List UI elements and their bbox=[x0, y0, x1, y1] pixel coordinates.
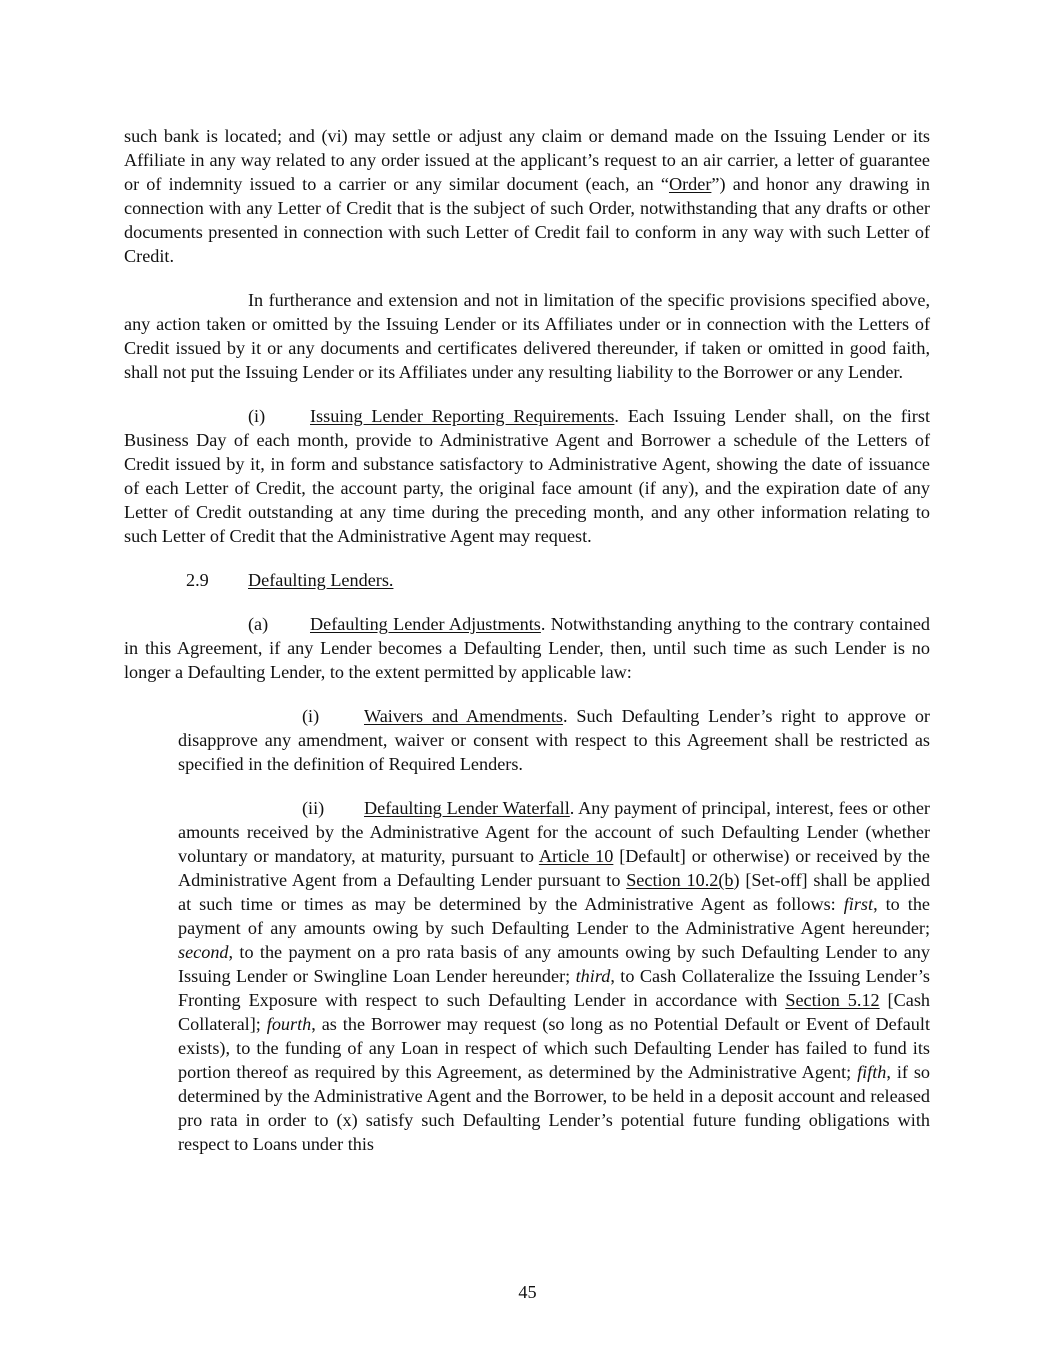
paragraph-furtherance: In furtherance and extension and not in limitation of the specific provisions specified above, any action taken or omitted by the Issuing Lender or its Affiliates under or in connection with the Letters of Credit issued by it or any documents and certificates delivered thereunder, if taken or omitted in good faith, shall not put the Issuing Lender or its Affiliates under any resulting liability to the Borrower or any Lender. bbox=[124, 290, 930, 382]
document-body bbox=[124, 124, 930, 1156]
clause-number: (i) bbox=[248, 406, 266, 426]
ordinal-second: second bbox=[178, 942, 229, 962]
paragraph-defaulting-adjustments: (a) Defaulting Lender Adjustments. Notwithstanding anything to the contrary contained in this Agreement, if any Lender becomes a Defaulting Lender, then, until such time as such Lender is no longer a Defaulting Lender, to the extent permitted by applicable law: bbox=[124, 614, 930, 682]
paragraph-order-continuation: such bank is located; and (vi) may settle or adjust any claim or demand made on the Issuing Lender or its Affiliate in any way related to any order issued at the applicant’s request to an air carrier, a letter of guarantee or of indemnity issued to a carrier or any similar document (each, an “Order”) and honor any drawing in connection with any Letter of Credit that is the subject of such Order, notwithstanding that any drafts or other documents presented in connection with such Letter of Credit fail to conform in any way with such Letter of Credit. bbox=[124, 126, 930, 266]
section-heading bbox=[124, 568, 930, 592]
clause-title: Defaulting Lender Adjustments bbox=[310, 614, 541, 634]
paragraph-reporting-requirements: (i) Issuing Lender Reporting Requirements. Each Issuing Lender shall, on the first Business Day of each month, provide to Administrative Agent and Borrower a schedule of the Letters of Credit issued by it, in form and substance satisfactory to Administrative Agent, showing the date of issuance of each Letter of Credit, the account party, the original face amount (if any), and the expiration date of any Letter of Credit outstanding at any time during the preceding month, and any other information relating to such Letter of Credit that the Administrative Agent may request. bbox=[124, 406, 930, 546]
cross-reference-section-5-12: Section 5.12 bbox=[785, 990, 880, 1010]
page-number: 45 bbox=[518, 1282, 537, 1302]
defined-term-order: Order bbox=[668, 174, 712, 194]
cross-reference-section-10-2b: Section 10.2(b bbox=[626, 870, 734, 890]
ordinal-fifth: fifth bbox=[857, 1062, 887, 1082]
paragraph-defaulting-waterfall: (ii) Defaulting Lender Waterfall. Any payment of principal, interest, fees or other amounts received by the Administrative Agent for the account of such Defaulting Lender (whether voluntary or mandatory, at maturity, pursuant to Article 10 [Default] or otherwise) or received by the Administrative Agent from a Defaulting Lender pursuant to Section 10.2(b) [Set-off] shall be applied at such time or times as may be determined by the Administrative Agent as follows: first, to the payment of any amounts owing by such Defaulting Lender to the Administrative Agent hereunder; second, to the payment on a pro rata basis of any amounts owing by such Defaulting Lender to any Issuing Lender or Swingline Loan Lender hereunder; third, to Cash Collateralize the Issuing Lender’s Fronting Exposure with respect to such Defaulting Lender in accordance with Section 5.12 [Cash Collateral]; fourth, as the Borrower may request (so long as no Potential Default or Event of Default exists), to the funding of any Loan in respect of which such Defaulting Lender has failed to fund its portion thereof as required by this Agreement, as determined by the Administrative Agent; fifth, if so determined by the Administrative Agent and the Borrower, to be held in a deposit account and released pro rata in order to (x) satisfy such Defaulting Lender’s potential future funding obligations with respect to Loans under this bbox=[178, 798, 931, 1154]
ordinal-first: first bbox=[843, 894, 874, 914]
ordinal-third: third bbox=[575, 966, 611, 986]
paragraph-waivers-amendments: (i) Waivers and Amendments. Such Defaulting Lender’s right to approve or disapprove any amendment, waiver or consent with respect to this Agreement shall be restricted as specified in the definition of Required Lenders. bbox=[178, 706, 930, 774]
subclause-number: (i) bbox=[302, 706, 320, 726]
subclause-title: Waivers and Amendments bbox=[364, 706, 564, 726]
clause-title: Issuing Lender Reporting Requirements bbox=[310, 406, 615, 426]
section-number: 2.9 bbox=[186, 570, 209, 590]
ordinal-fourth: fourth bbox=[266, 1014, 312, 1034]
section-title: Defaulting Lenders. bbox=[248, 570, 394, 590]
subclause-title: Defaulting Lender Waterfall bbox=[364, 798, 570, 818]
subclause-number: (ii) bbox=[302, 798, 325, 818]
clause-number: (a) bbox=[248, 614, 269, 634]
cross-reference-article-10: Article 10 bbox=[538, 846, 614, 866]
